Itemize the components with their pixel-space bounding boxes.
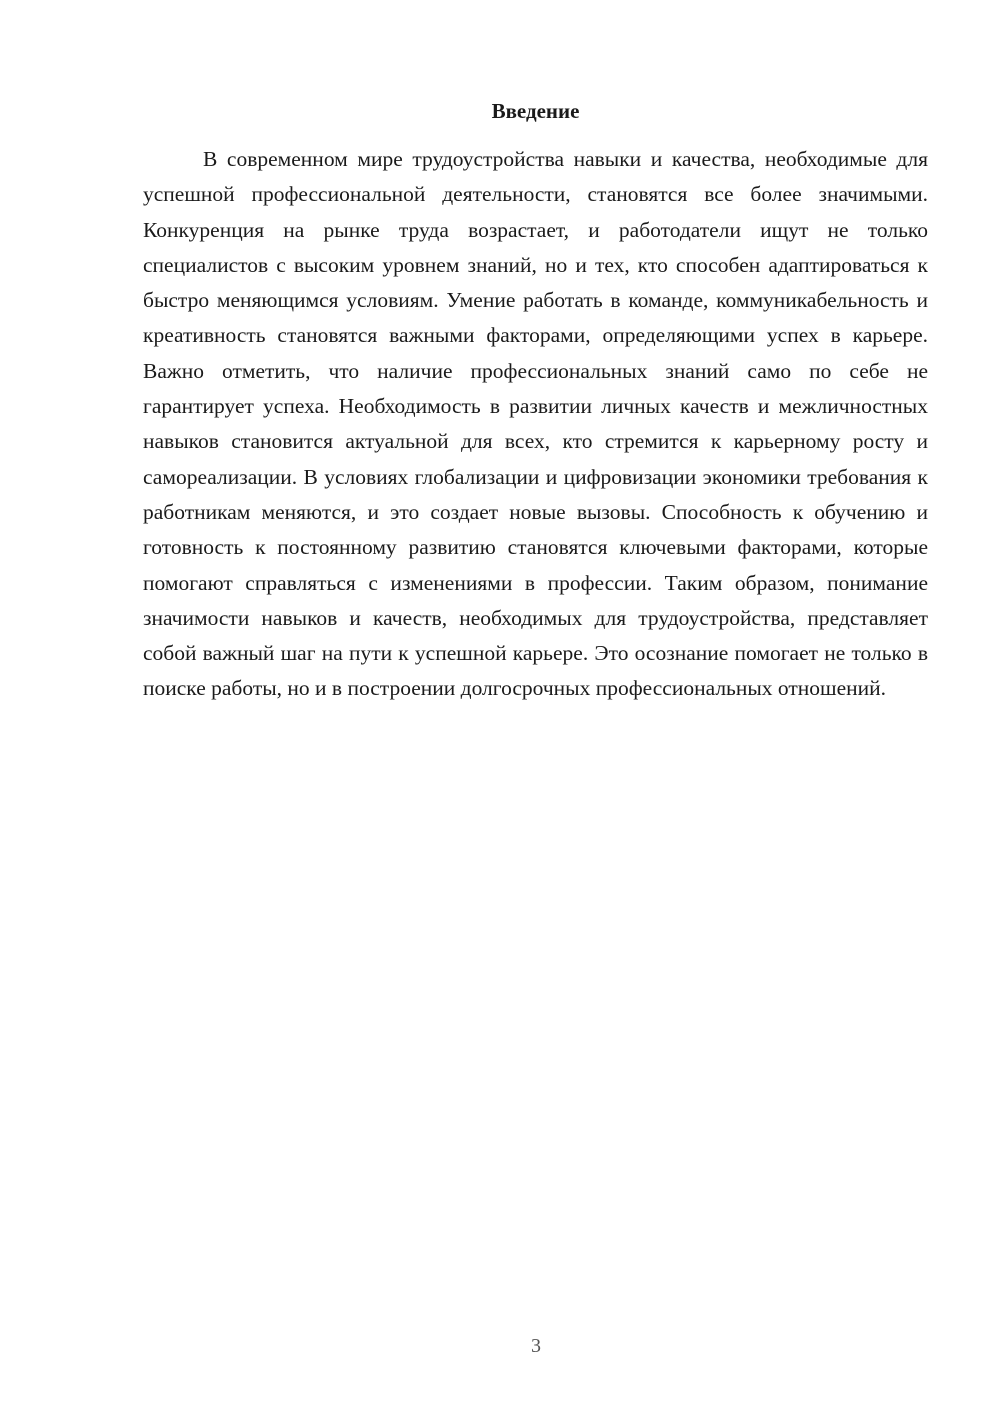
page-number: 3 bbox=[531, 1335, 541, 1357]
section-title: Введение bbox=[491, 99, 580, 123]
body-paragraph: В современном мире трудоустройства навыки и качества, необходимые для успешной профессиональной деятельности, становятся все более значимыми. Конкуренция на рынке труда возрастает, и работодатели ищут не только специалистов с высоким уровнем знаний, но и тех, кто способен адаптироваться к быстро меняющимся условиям. Умение работать в команде, коммуникабельность и креативность становятся важными факторами, определяющими успех в карьере. Важно отметить, что наличие профессиональных знаний само по себе не гарантирует успеха. Необходимость в развитии личных качеств и межличностных навыков становится актуальной для всех, кто стремится к карьерному росту и самореализации. В условиях глобализации и цифровизации экономики требования к работникам меняются, и это создает новые вызовы. Способность к обучению и готовность к постоянному развитию становятся ключевыми факторами, которые помогают справляться с изменениями в профессии. Таким образом, понимание значимости навыков и качеств, необходимых для трудоустройства, представляет собой важный шаг на пути к успешной карьере. Это осознание помогает не только в поиске работы, но и в построении долгосрочных профессиональных отношений. bbox=[143, 147, 928, 701]
